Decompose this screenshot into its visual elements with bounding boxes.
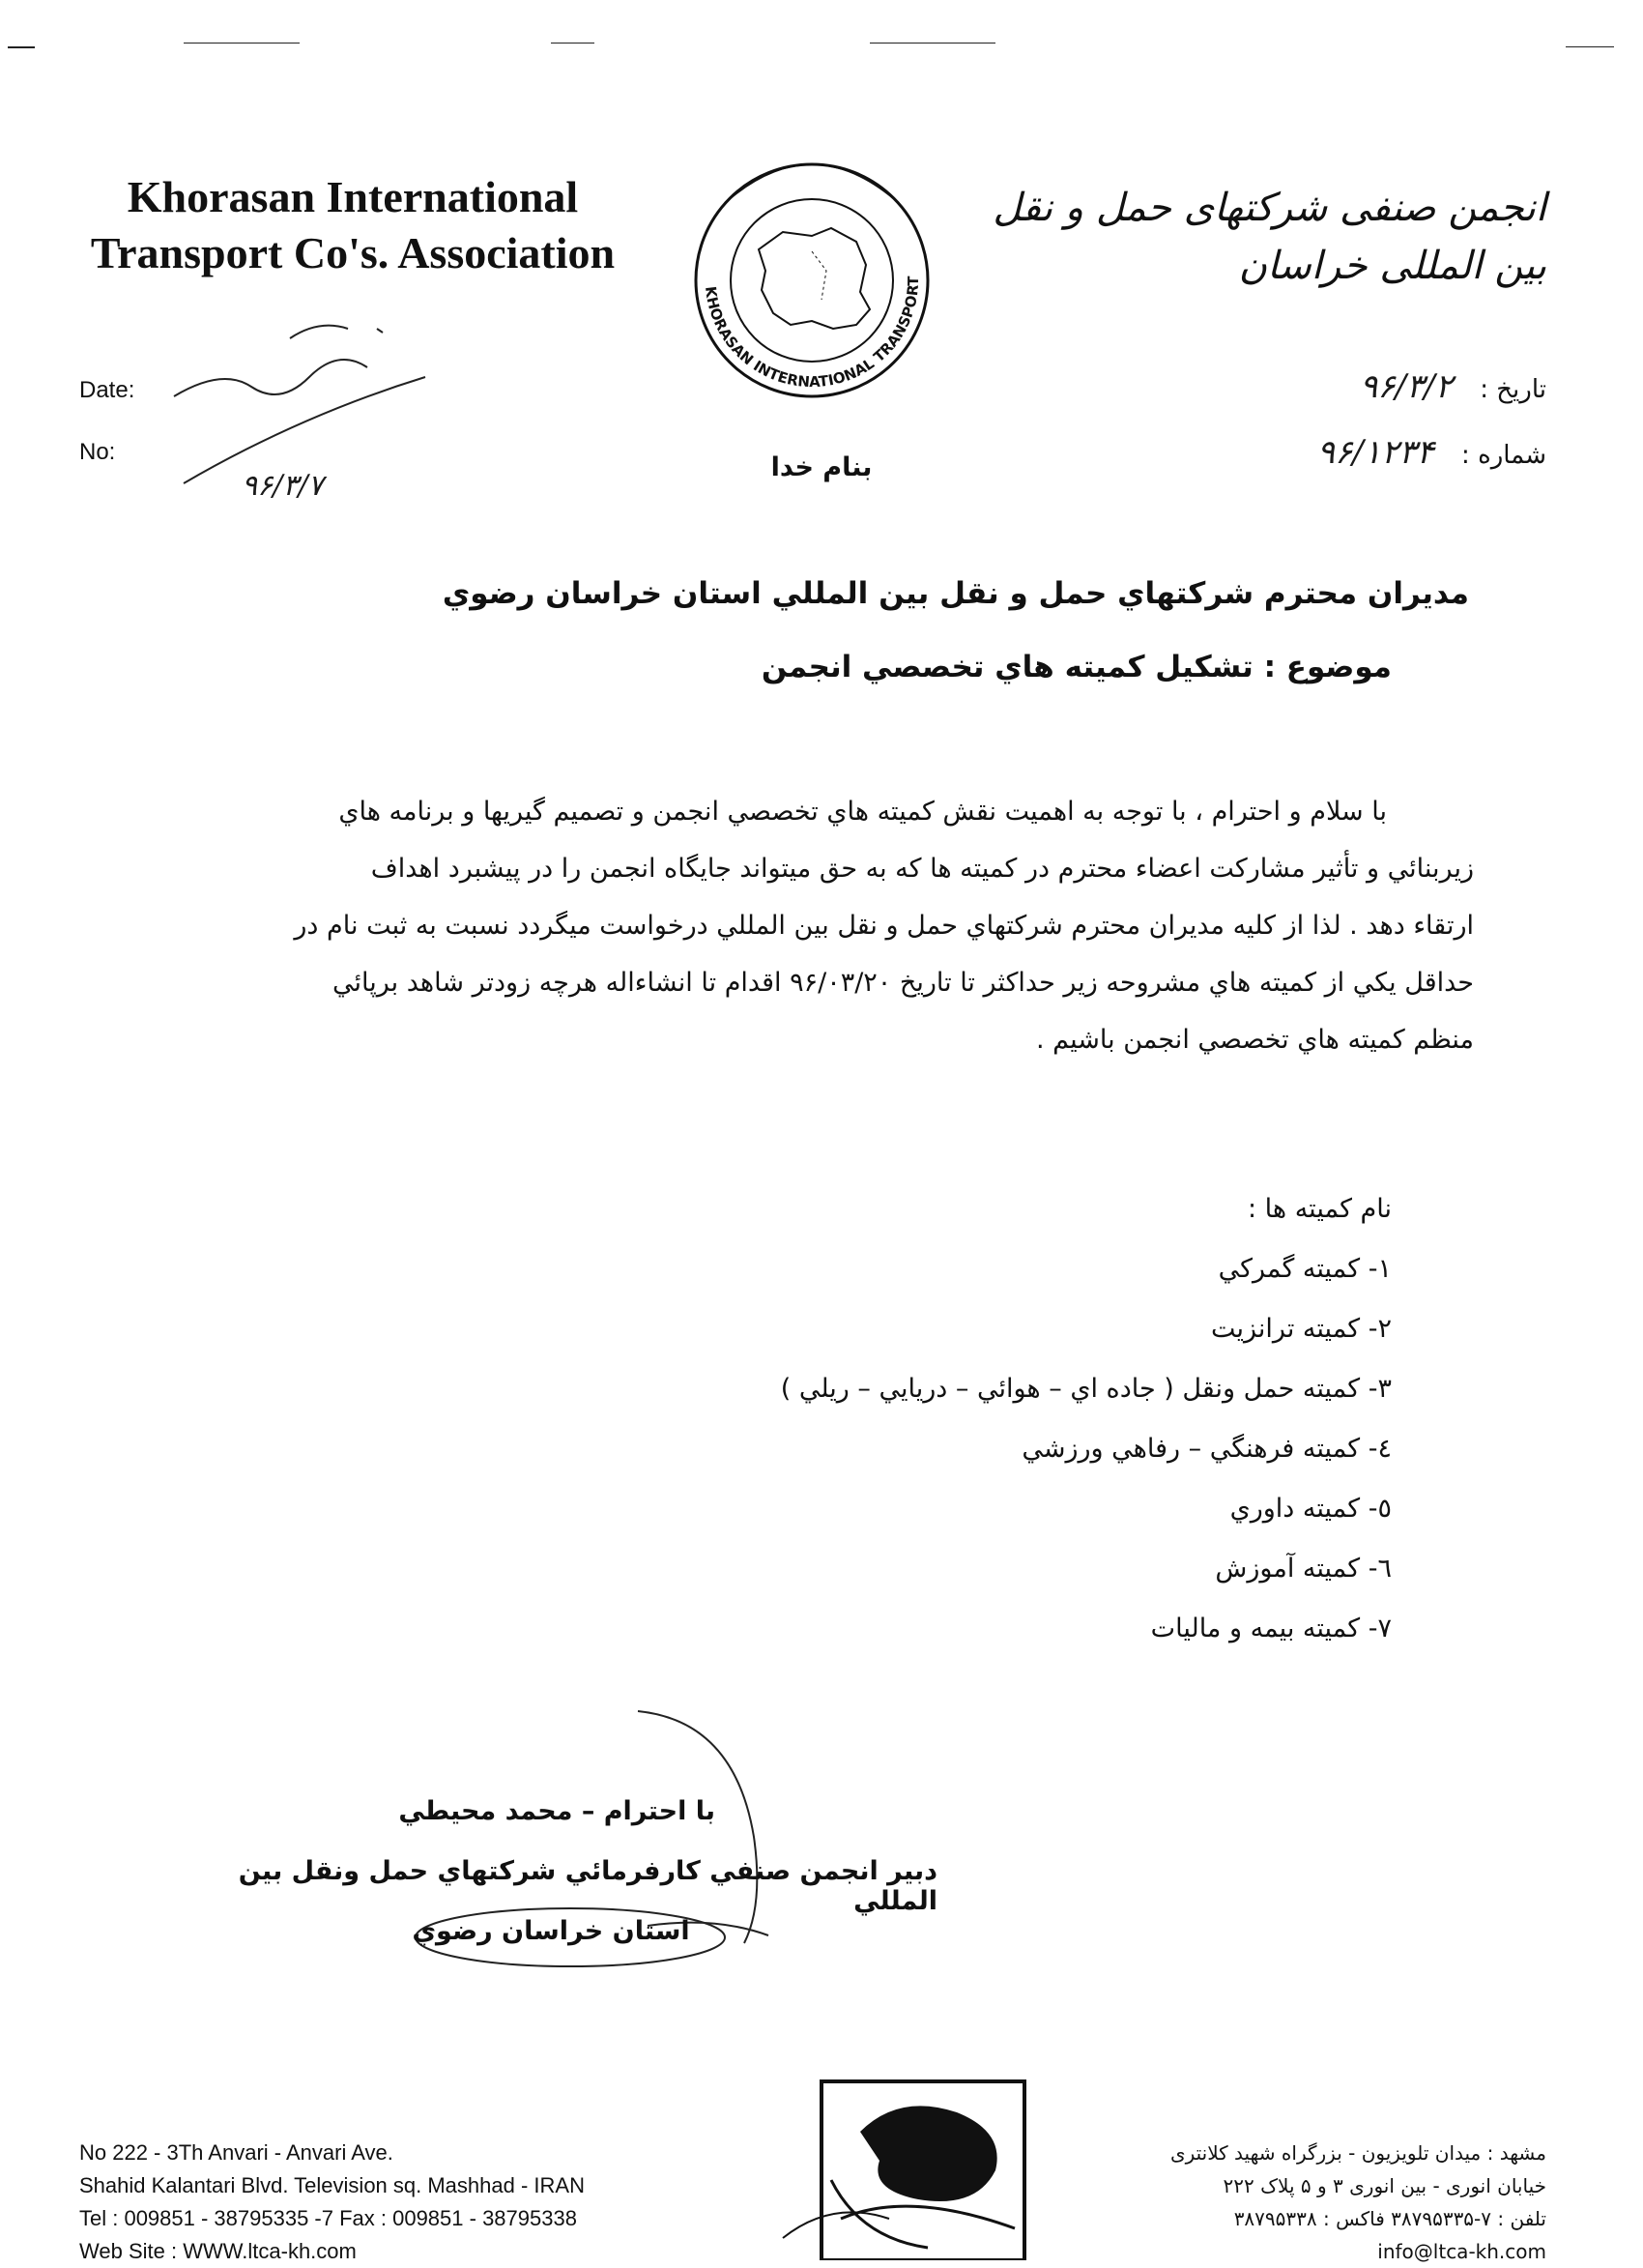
body-line: منظم كميته هاي تخصصي انجمن باشيم . <box>1035 1025 1474 1055</box>
footer-address-en <box>79 2137 678 2268</box>
footer-email-fa: info@ltca-kh.com <box>1377 2240 1546 2263</box>
body-line: ارتقاء دهد . لذا از كليه مديران محترم شركتهاي حمل و نقل بين المللي درخواست ميگردد نسبت به ثبت نام در <box>294 911 1474 941</box>
closing-line: با احترام – محمد محيطي <box>398 1796 715 1826</box>
basmala: بنام خدا <box>770 452 873 482</box>
list-item: ۳- كميته حمل ونقل ( جاده اي – هوائي – دريايي – ريلي ) <box>780 1374 1392 1404</box>
number-label-fa: شماره : <box>1461 441 1546 470</box>
letter-body <box>92 783 1474 1068</box>
number-row-fa <box>1140 433 1546 472</box>
org-name-fa: انجمن صنفی شرکتهای حمل و نقل بین المللی خراسان <box>993 186 1546 288</box>
footer-website-en: Web Site : WWW.ltca-kh.com <box>79 2239 357 2263</box>
recipient-line: مديران محترم شركتهاي حمل و نقل بين المللي استان خراسان رضوي <box>442 576 1469 611</box>
list-item: ٦- كميته آموزش <box>1215 1554 1392 1584</box>
svg-text:KHORASAN INTERNATIONAL TRANSPO: KHORASAN INTERNATIONAL TRANSPORT <box>702 276 923 392</box>
footer-address-en-line: No 222 - 3Th Anvari - Anvari Ave. <box>79 2140 393 2165</box>
no-label-en: No: <box>79 439 116 465</box>
date-row-fa <box>1140 367 1546 406</box>
footer-address-fa-line: مشهد : میدان تلویزیون - بزرگراه شهید کلانتری <box>1169 2141 1546 2165</box>
handwritten-date: ۹۶/۳/۷ <box>242 469 324 503</box>
date-value-fa: ۹۶/۳/۲ <box>1360 367 1453 406</box>
footer-address-en-line: Shahid Kalantari Blvd. Television sq. Mashhad - IRAN <box>79 2173 585 2197</box>
top-rule <box>1566 46 1614 47</box>
top-rule <box>8 46 35 48</box>
date-label-fa: تاریخ : <box>1480 375 1546 404</box>
stamp-graphic <box>773 2074 1044 2260</box>
footer-contact-fa: تلفن : ۷-۳۸۷۹۵۳۳۵ فاکس : ۳۸۷۹۵۳۳۸ <box>1233 2207 1546 2230</box>
footer-address-fa <box>1063 2137 1546 2268</box>
signer-title-line2: استان خراسان رضوي <box>412 1916 690 1946</box>
list-item: ۱- كميته گمركي <box>1218 1254 1392 1284</box>
list-item: ۲- كميته ترانزيت <box>1210 1314 1392 1344</box>
list-item: ٥- كميته داوري <box>1229 1494 1392 1524</box>
signer-title-line1: دبير انجمن صنفي كارفرمائي شركتهاي حمل ونقل بين المللي <box>238 1856 937 1916</box>
org-name-en-line2: Transport Co's. Association <box>90 228 616 277</box>
top-rule <box>551 43 594 44</box>
date-label-en: Date: <box>79 377 135 403</box>
org-name-en <box>77 169 628 281</box>
body-line: حداقل يكي از كميته هاي مشروحه زير حداكثر تا تاريخ ۹۶/۰۳/۲۰ اقدام تا انشاءاله هرچه زودتر شاهد برپائي <box>332 968 1474 998</box>
body-line: زيربنائي و تأثير مشاركت اعضاء محترم در كميته ها كه به حق ميتواند جايگاه انجمن را در پيشبرد اهداف <box>370 854 1474 884</box>
footer-contact-en: Tel : 009851 - 38795335 -7 Fax : 009851 - 38795338 <box>79 2206 577 2230</box>
list-item: ۷- كميته بيمه و ماليات <box>1150 1614 1392 1643</box>
top-rule <box>184 43 300 44</box>
org-name-en-line1: Khorasan International <box>127 172 579 221</box>
association-seal-logo <box>667 135 957 425</box>
body-line: با سلام و احترام ، با توجه به اهميت نقش كميته هاي تخصصي انجمن و تصميم گيريها و برنامه هاي <box>338 797 1387 827</box>
subject-line: موضوع : تشكيل كميته هاي تخصصي انجمن <box>761 650 1392 684</box>
footer-address-fa-line: خیابان انوری - بین انوری ۳ و ۵ پلاک ۲۲۲ <box>1223 2174 1546 2197</box>
committees-list <box>580 1179 1392 1659</box>
top-rule <box>870 43 995 44</box>
list-item: ٤- كميته فرهنگي – رفاهي ورزشي <box>1022 1434 1392 1464</box>
number-value-fa: ۹۶/۱۲۳۴ <box>1316 433 1434 472</box>
committees-heading: نام كميته ها : <box>1247 1194 1392 1224</box>
